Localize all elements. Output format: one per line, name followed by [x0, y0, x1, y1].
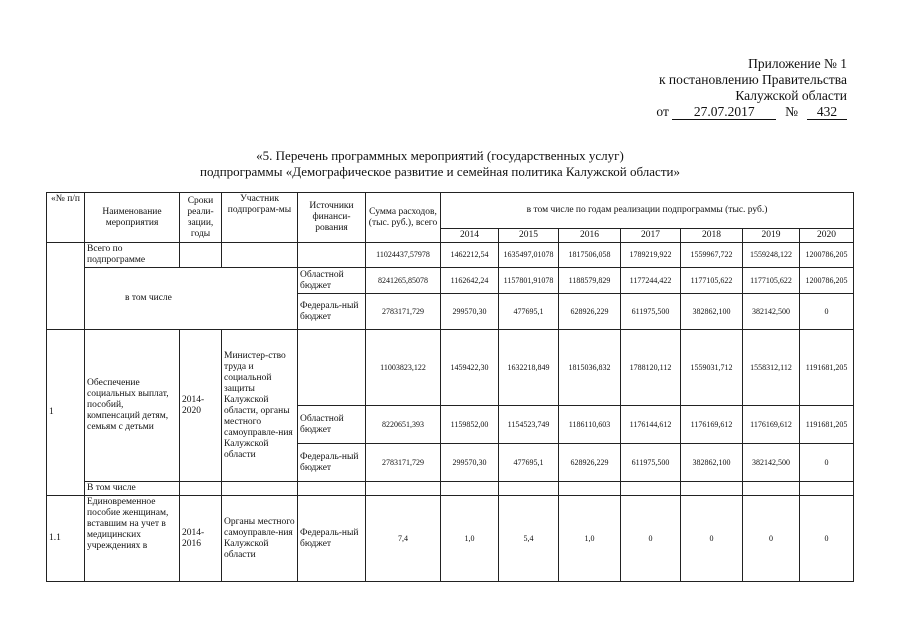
empty-cell — [366, 482, 441, 496]
year-value: 299570,30 — [441, 444, 499, 482]
year-value: 1,0 — [559, 496, 621, 582]
item-1-1-num: 1.1 — [47, 496, 85, 582]
title-line-2: подпрограммы «Демографическое развитие и семейная политика Калужской области» — [200, 164, 680, 179]
year-value: 1159852,00 — [441, 406, 499, 444]
year-value: 611975,500 — [621, 294, 681, 330]
total-terms-cell — [180, 243, 222, 268]
year-value: 1559031,712 — [681, 330, 743, 406]
year-value: 1188579,829 — [559, 268, 621, 294]
header-year: 2014 — [441, 229, 499, 243]
source-label: Областной бюджет — [298, 268, 366, 294]
total-sum: 11003823,122 — [366, 330, 441, 406]
total-year-value: 1462212,54 — [441, 243, 499, 268]
year-value: 1186110,603 — [559, 406, 621, 444]
total-sum: 7,4 — [366, 496, 441, 582]
year-value: 1200786,205 — [800, 268, 854, 294]
item-1-num: 1 — [47, 330, 85, 496]
year-value: 1162642,24 — [441, 268, 499, 294]
total-year-value: 1817506,058 — [559, 243, 621, 268]
empty-cell — [621, 482, 681, 496]
header-by-years: в том числе по годам реализации подпрограммы (тыс. руб.) — [441, 193, 854, 229]
year-value: 382142,500 — [743, 294, 800, 330]
year-value: 1176144,612 — [621, 406, 681, 444]
year-value: 1191681,205 — [800, 330, 854, 406]
number-label: № — [785, 104, 799, 119]
year-value: 0 — [800, 294, 854, 330]
total-sum: 2783171,729 — [366, 294, 441, 330]
empty-cell — [743, 482, 800, 496]
total-year-value: 1559967,722 — [681, 243, 743, 268]
year-value: 1,0 — [441, 496, 499, 582]
total-num-cell — [47, 243, 85, 330]
year-value: 299570,30 — [441, 294, 499, 330]
year-value: 0 — [800, 496, 854, 582]
source-label: Федераль-ный бюджет — [298, 444, 366, 482]
year-value: 382862,100 — [681, 294, 743, 330]
item-1-1-participant: Органы местного самоуправле-ния Калужской области — [222, 496, 298, 582]
total-label: Всего по подпрограмме — [85, 243, 180, 268]
total-sum: 11024437,57978 — [366, 243, 441, 268]
header-year: 2020 — [800, 229, 854, 243]
item-1-terms: 2014-2020 — [180, 330, 222, 482]
total-sum: 8220651,393 — [366, 406, 441, 444]
header-name: Наименование мероприятия — [85, 193, 180, 243]
appendix-line-2: к постановлению Правительства — [658, 72, 847, 87]
total-year-value: 1635497,01078 — [499, 243, 559, 268]
empty-cell — [499, 482, 559, 496]
header-year: 2016 — [559, 229, 621, 243]
year-value: 1177105,622 — [681, 268, 743, 294]
total-incl-label: в том числе — [85, 268, 298, 330]
appendix-block — [656, 56, 847, 120]
header-sources: Источники финанси-рования — [298, 193, 366, 243]
source-label: Федераль-ный бюджет — [298, 496, 366, 582]
source-label: Федераль-ный бюджет — [298, 294, 366, 330]
total-year-value: 1559248,122 — [743, 243, 800, 268]
header-year: 2019 — [743, 229, 800, 243]
year-value: 477695,1 — [499, 294, 559, 330]
table-row-item-1 — [47, 330, 854, 406]
header-participant: Участник подпрограм-мы — [222, 193, 298, 243]
source-label: Областной бюджет — [298, 406, 366, 444]
year-value: 1558312,112 — [743, 330, 800, 406]
year-value: 1176169,612 — [743, 406, 800, 444]
year-value: 628926,229 — [559, 444, 621, 482]
year-value: 1157801,91078 — [499, 268, 559, 294]
source-label — [298, 330, 366, 406]
year-value: 1191681,205 — [800, 406, 854, 444]
year-value: 0 — [743, 496, 800, 582]
empty-cell — [559, 482, 621, 496]
year-value: 611975,500 — [621, 444, 681, 482]
year-value: 1788120,112 — [621, 330, 681, 406]
table-row-total-regional — [47, 268, 854, 294]
item-1-1-terms: 2014-2016 — [180, 496, 222, 582]
total-source-cell — [298, 243, 366, 268]
empty-cell — [222, 482, 298, 496]
year-value: 477695,1 — [499, 444, 559, 482]
table-row-item-1-1 — [47, 496, 854, 582]
year-value: 0 — [621, 496, 681, 582]
year-value: 1632218,849 — [499, 330, 559, 406]
year-value: 1459422,30 — [441, 330, 499, 406]
item-1-1-name: Единовременное пособие женщинам, вставшим на учет в медицинских учреждениях в — [85, 496, 180, 582]
header-year: 2018 — [681, 229, 743, 243]
appendix-line-3: Калужской области — [735, 88, 847, 103]
header-num: «№ п/п — [47, 193, 85, 243]
document-title — [180, 148, 700, 180]
total-sum: 2783171,729 — [366, 444, 441, 482]
item-1-incl-label: В том числе — [85, 482, 180, 496]
empty-cell — [800, 482, 854, 496]
total-year-value: 1200786,205 — [800, 243, 854, 268]
empty-cell — [180, 482, 222, 496]
title-line-1: «5. Перечень программных мероприятий (государственных услуг) — [256, 148, 624, 163]
table-row-item-1-incl — [47, 482, 854, 496]
year-value: 1815036,832 — [559, 330, 621, 406]
header-total: Сумма расходов, (тыс. руб.), всего — [366, 193, 441, 243]
program-measures-table — [46, 192, 854, 582]
appendix-date-line — [656, 104, 847, 120]
header-year: 2015 — [499, 229, 559, 243]
item-1-participant: Министер-ство труда и социальной защиты Калужской области, органы местного самоуправле-ния Калужской области — [222, 330, 298, 482]
year-value: 1176169,612 — [681, 406, 743, 444]
year-value: 382862,100 — [681, 444, 743, 482]
decree-date: 27.07.2017 — [672, 105, 776, 120]
total-sum: 8241265,85078 — [366, 268, 441, 294]
empty-cell — [298, 482, 366, 496]
year-value: 1177105,622 — [743, 268, 800, 294]
year-value: 382142,500 — [743, 444, 800, 482]
total-participant-cell — [222, 243, 298, 268]
decree-number: 432 — [807, 105, 847, 120]
year-value: 1154523,749 — [499, 406, 559, 444]
item-1-name: Обеспечение социальных выплат, пособий, компенсаций детям, семьям с детьми — [85, 330, 180, 482]
year-value: 0 — [681, 496, 743, 582]
table-row-total — [47, 243, 854, 268]
year-value: 0 — [800, 444, 854, 482]
year-value: 5,4 — [499, 496, 559, 582]
total-year-value: 1789219,922 — [621, 243, 681, 268]
from-label: от — [656, 104, 669, 119]
header-year: 2017 — [621, 229, 681, 243]
appendix-line-1: Приложение № 1 — [748, 56, 847, 71]
year-value: 1177244,422 — [621, 268, 681, 294]
empty-cell — [441, 482, 499, 496]
header-terms: Сроки реали-зации, годы — [180, 193, 222, 243]
year-value: 628926,229 — [559, 294, 621, 330]
empty-cell — [681, 482, 743, 496]
header-row-1 — [47, 193, 854, 229]
